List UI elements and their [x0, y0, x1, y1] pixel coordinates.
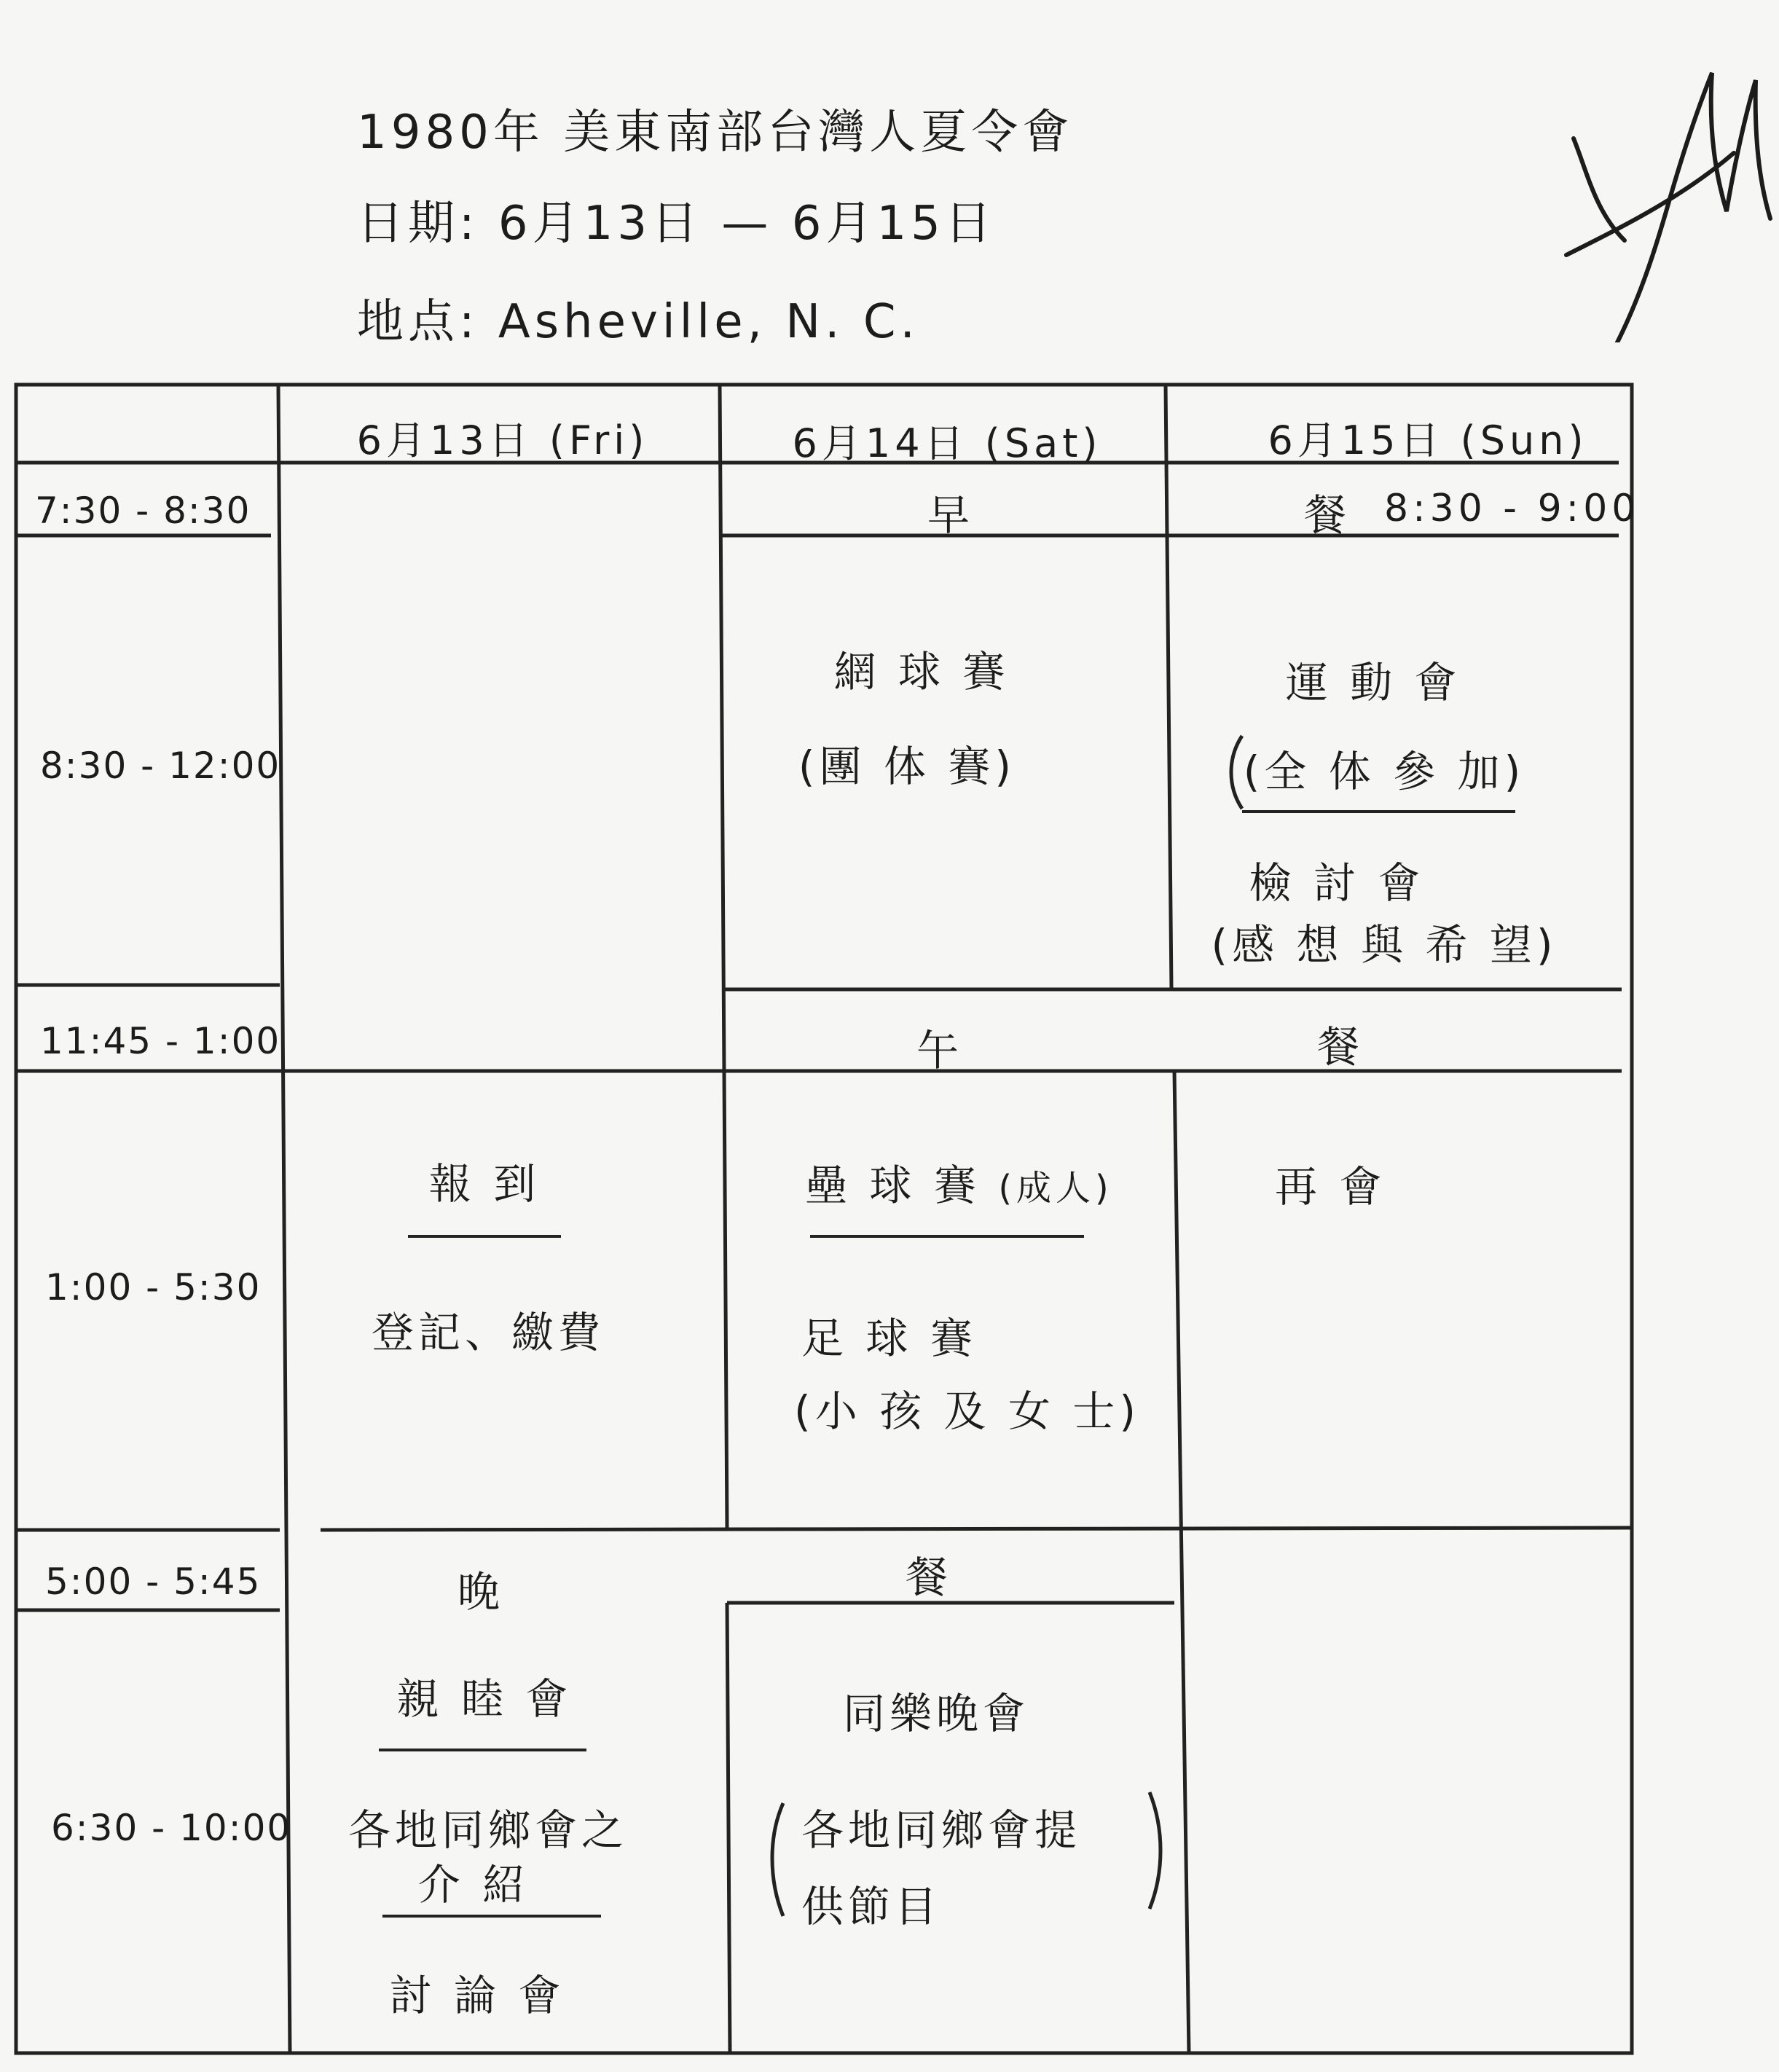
time-slot-afternoon: 1:00 - 5:30: [45, 1266, 262, 1308]
lunch-label-2: 餐: [1316, 1022, 1364, 1072]
handwritten-signature-icon: [1559, 66, 1778, 342]
fri-registration: 報 到: [428, 1159, 541, 1209]
date-value: 6月13日 — 6月15日: [498, 197, 996, 251]
fri-discussion-meeting: 討 論 會: [389, 1971, 565, 2020]
sat-softball-note: (成人): [998, 1168, 1113, 1209]
fri-social-note-1: 各地同鄉會之: [347, 1805, 629, 1855]
sun-morning-note: (全 体 參 加): [1243, 747, 1525, 796]
place-label: 地点:: [357, 295, 479, 349]
breakfast-label-1: 早: [927, 490, 975, 540]
column-header-fri: 6月13日 (Fri): [356, 417, 649, 463]
sat-party: 同樂晚會: [842, 1689, 1030, 1738]
sat-softball-label: 壘 球 賽: [805, 1161, 981, 1210]
time-slot-dinner: 5:00 - 5:45: [45, 1561, 262, 1603]
fri-social-meeting: 親 睦 會: [396, 1674, 573, 1724]
sun-morning-event: 運 動 會: [1285, 658, 1461, 707]
sun-farewell: 再 會: [1275, 1162, 1386, 1212]
sat-soccer-note: (小 孩 及 女 士): [794, 1386, 1141, 1436]
time-slot-morning: 8:30 - 12:00: [40, 745, 281, 787]
time-slot-breakfast: 7:30 - 8:30: [35, 490, 251, 532]
dinner-label-2: 餐: [905, 1553, 953, 1602]
sat-party-note-2: 供節目: [801, 1882, 942, 1931]
place-line: [357, 284, 919, 351]
sat-softball: [805, 1151, 1113, 1212]
date-line: [357, 186, 996, 253]
sun-review-meeting: 檢 討 會: [1249, 858, 1425, 908]
fri-social-note-2: 介 紹: [417, 1860, 530, 1910]
sat-party-note-1: 各地同鄉會提: [801, 1805, 1082, 1855]
sat-morning-note: (團 体 賽): [798, 742, 1016, 791]
column-header-sun: 6月15日 (Sun): [1268, 417, 1588, 463]
lunch-label-1: 午: [916, 1026, 964, 1075]
date-label: 日期:: [357, 197, 479, 251]
document-title: 1980年 美東南部台灣人夏令會: [357, 106, 1074, 160]
breakfast-time-note: 8:30 - 9:00: [1384, 487, 1641, 530]
sun-review-note: (感 想 與 希 望): [1211, 920, 1558, 970]
fri-registration-note: 登記、繳費: [371, 1308, 605, 1357]
time-slot-evening: 6:30 - 10:00: [51, 1807, 292, 1849]
breakfast-label-2: 餐: [1304, 490, 1351, 540]
place-value: Asheville, N. C.: [498, 295, 919, 349]
dinner-label-1: 晚: [457, 1567, 505, 1617]
time-slot-lunch: 11:45 - 1:00: [40, 1020, 281, 1062]
column-header-sat: 6月14日 (Sat): [792, 420, 1102, 466]
sat-morning-event: 網 球 賽: [833, 647, 1010, 696]
sat-soccer: 足 球 賽: [801, 1314, 977, 1363]
